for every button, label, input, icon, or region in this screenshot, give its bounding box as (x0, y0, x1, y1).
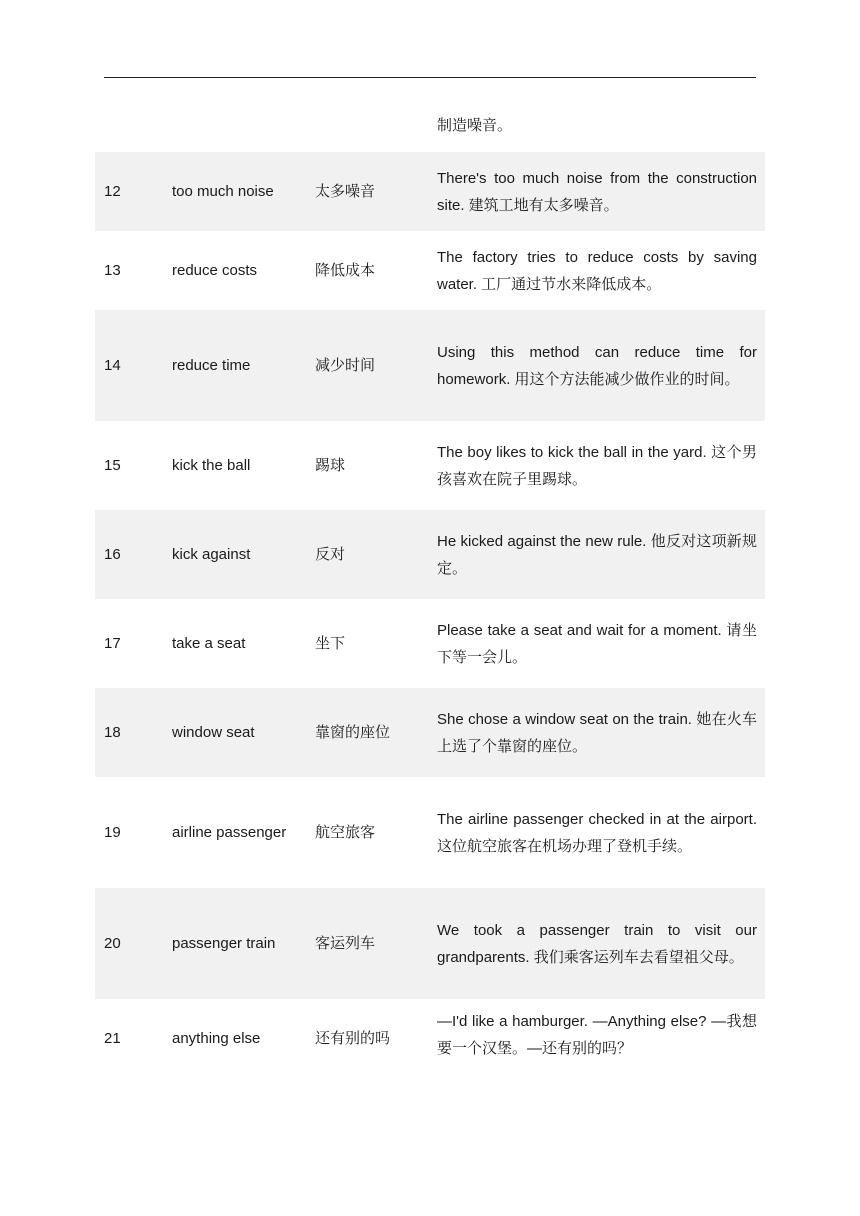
phrase: airline passenger (172, 824, 287, 841)
example-sentence: Using this method can reduce time for homework. 用这个方法能减少做作业的时间。 (437, 343, 757, 388)
example-sentence: The boy likes to kick the ball in the yard. 这个男孩喜欢在院子里踢球。 (437, 443, 757, 488)
row-number: 17 (104, 635, 121, 652)
table-row (95, 310, 765, 421)
row-number: 12 (104, 183, 121, 200)
vocabulary-table (95, 96, 765, 1077)
phrase: kick the ball (172, 457, 251, 474)
row-number: 13 (104, 262, 121, 279)
row-number: 20 (104, 935, 121, 952)
example-sentence: Please take a seat and wait for a moment. 请坐下等一会儿。 (437, 621, 757, 666)
meaning: 降低成本 (315, 262, 376, 279)
example-sentence: The factory tries to reduce costs by saving water. 工厂通过节水来降低成本。 (437, 248, 757, 293)
phrase: kick against (172, 546, 251, 563)
meaning: 坐下 (315, 635, 346, 652)
example-sentence: —I'd like a hamburger. —Anything else? —我想要一个汉堡。—还有别的吗？ (437, 1013, 757, 1057)
meaning: 减少时间 (315, 357, 376, 374)
meaning: 踢球 (315, 457, 346, 474)
phrase: reduce time (172, 357, 251, 374)
example-sentence: The airline passenger checked in at the airport. 这位航空旅客在机场办理了登机手续。 (437, 810, 757, 855)
example-sentence: 制造噪音。 (437, 116, 513, 134)
phrase: reduce costs (172, 262, 258, 279)
table-row (95, 688, 765, 777)
table-row (95, 888, 765, 999)
table-row (95, 999, 765, 1077)
table-row (95, 599, 765, 688)
example-sentence: She chose a window seat on the train. 她在火车上选了个靠窗的座位。 (437, 710, 757, 755)
row-number: 19 (104, 824, 121, 841)
row-number: 15 (104, 457, 121, 474)
meaning: 太多噪音 (315, 183, 376, 200)
meaning: 客运列车 (315, 935, 376, 952)
example-sentence: We took a passenger train to visit our grandparents. 我们乘客运列车去看望祖父母。 (437, 921, 757, 966)
phrase: window seat (172, 724, 255, 741)
phrase: anything else (172, 1030, 261, 1047)
phrase: take a seat (172, 635, 246, 652)
table-row (95, 777, 765, 888)
phrase: passenger train (172, 935, 276, 952)
header-rule (104, 77, 756, 78)
row-number: 14 (104, 357, 121, 374)
table-row (95, 421, 765, 510)
row-number: 16 (104, 546, 121, 563)
meaning: 还有别的吗 (315, 1030, 391, 1047)
row-number: 18 (104, 724, 121, 741)
meaning: 航空旅客 (315, 824, 376, 841)
meaning: 反对 (315, 546, 346, 563)
table-row (95, 152, 765, 231)
example-sentence: He kicked against the new rule. 他反对这项新规定。 (437, 532, 757, 577)
table-row (95, 510, 765, 599)
table-row (95, 231, 765, 310)
row-number: 21 (104, 1030, 121, 1047)
example-sentence: There's too much noise from the construction site. 建筑工地有太多噪音。 (437, 169, 757, 214)
table-row (95, 96, 765, 152)
meaning: 靠窗的座位 (315, 724, 391, 741)
phrase: too much noise (172, 183, 274, 200)
